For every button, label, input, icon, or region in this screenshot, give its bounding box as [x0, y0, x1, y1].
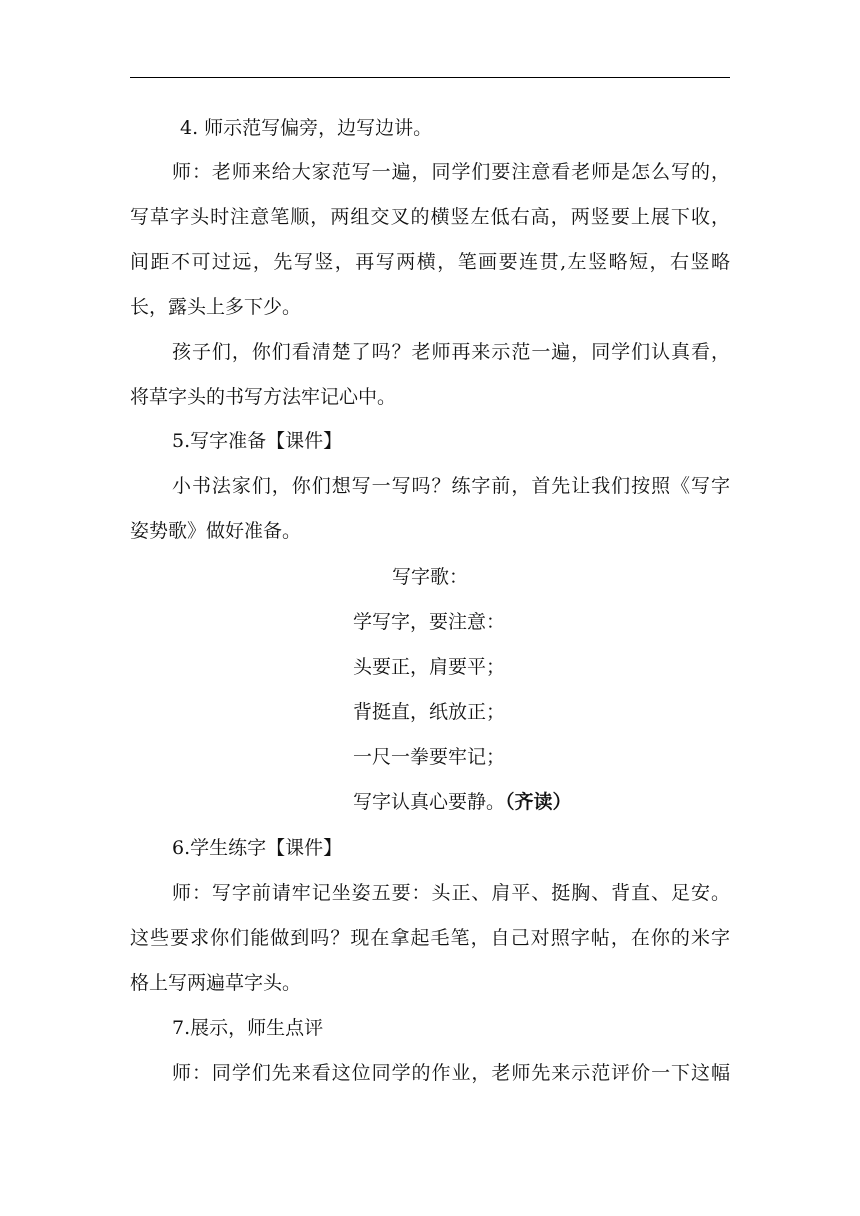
paragraph-line: 师：老师来给大家范写一遍，同学们要注意看老师是怎么写的， — [172, 161, 730, 183]
poem-title: 写字歌： — [391, 566, 468, 588]
poem-line: 一尺一拳要牢记； — [353, 746, 506, 768]
poem-line: 背挺直，纸放正； — [353, 701, 506, 723]
step4-heading: 4. 师示范写偏旁，边写边讲。 — [180, 117, 433, 139]
paragraph-line: 小书法家们，你们想写一写吗？练字前，首先让我们按照《写字 — [172, 475, 730, 497]
poem-line: 头要正，肩要平； — [353, 656, 506, 678]
paragraph-line: 孩子们，你们看清楚了吗？老师再来示范一遍，同学们认真看， — [172, 341, 730, 363]
paragraph-line: 长，露头上多下少。 — [130, 296, 302, 318]
poem-last-text: 写字认真心要静。 — [353, 791, 506, 813]
step6-heading: 6.学生练字【课件】 — [172, 837, 343, 859]
poem-read-together-note: （齐读） — [505, 791, 572, 813]
header-rule — [130, 77, 730, 78]
paragraph-line: 这些要求你们能做到吗？现在拿起毛笔，自己对照字帖，在你的米字 — [130, 927, 730, 949]
step7-heading: 7.展示，师生点评 — [172, 1017, 324, 1039]
poem-line: 学写字，要注意： — [353, 611, 506, 633]
paragraph-line: 姿势歌》做好准备。 — [130, 520, 302, 542]
paragraph-line: 将草字头的书写方法牢记心中。 — [130, 386, 397, 408]
poem-line-last — [353, 790, 733, 814]
step5-heading: 5.写字准备【课件】 — [172, 430, 343, 452]
paragraph-line: 格上写两遍草字头。 — [130, 972, 302, 994]
paragraph-line: 间距不可过远，先写竖，再写两横，笔画要连贯,左竖略短，右竖略 — [130, 251, 730, 273]
paragraph-line: 师：同学们先来看这位同学的作业，老师先来示范评价一下这幅 — [172, 1062, 730, 1084]
paragraph-line: 师：写字前请牢记坐姿五要：头正、肩平、挺胸、背直、足安。 — [172, 882, 730, 904]
paragraph-line: 写草字头时注意笔顺，两组交叉的横竖左低右高，两竖要上展下收， — [130, 206, 730, 228]
